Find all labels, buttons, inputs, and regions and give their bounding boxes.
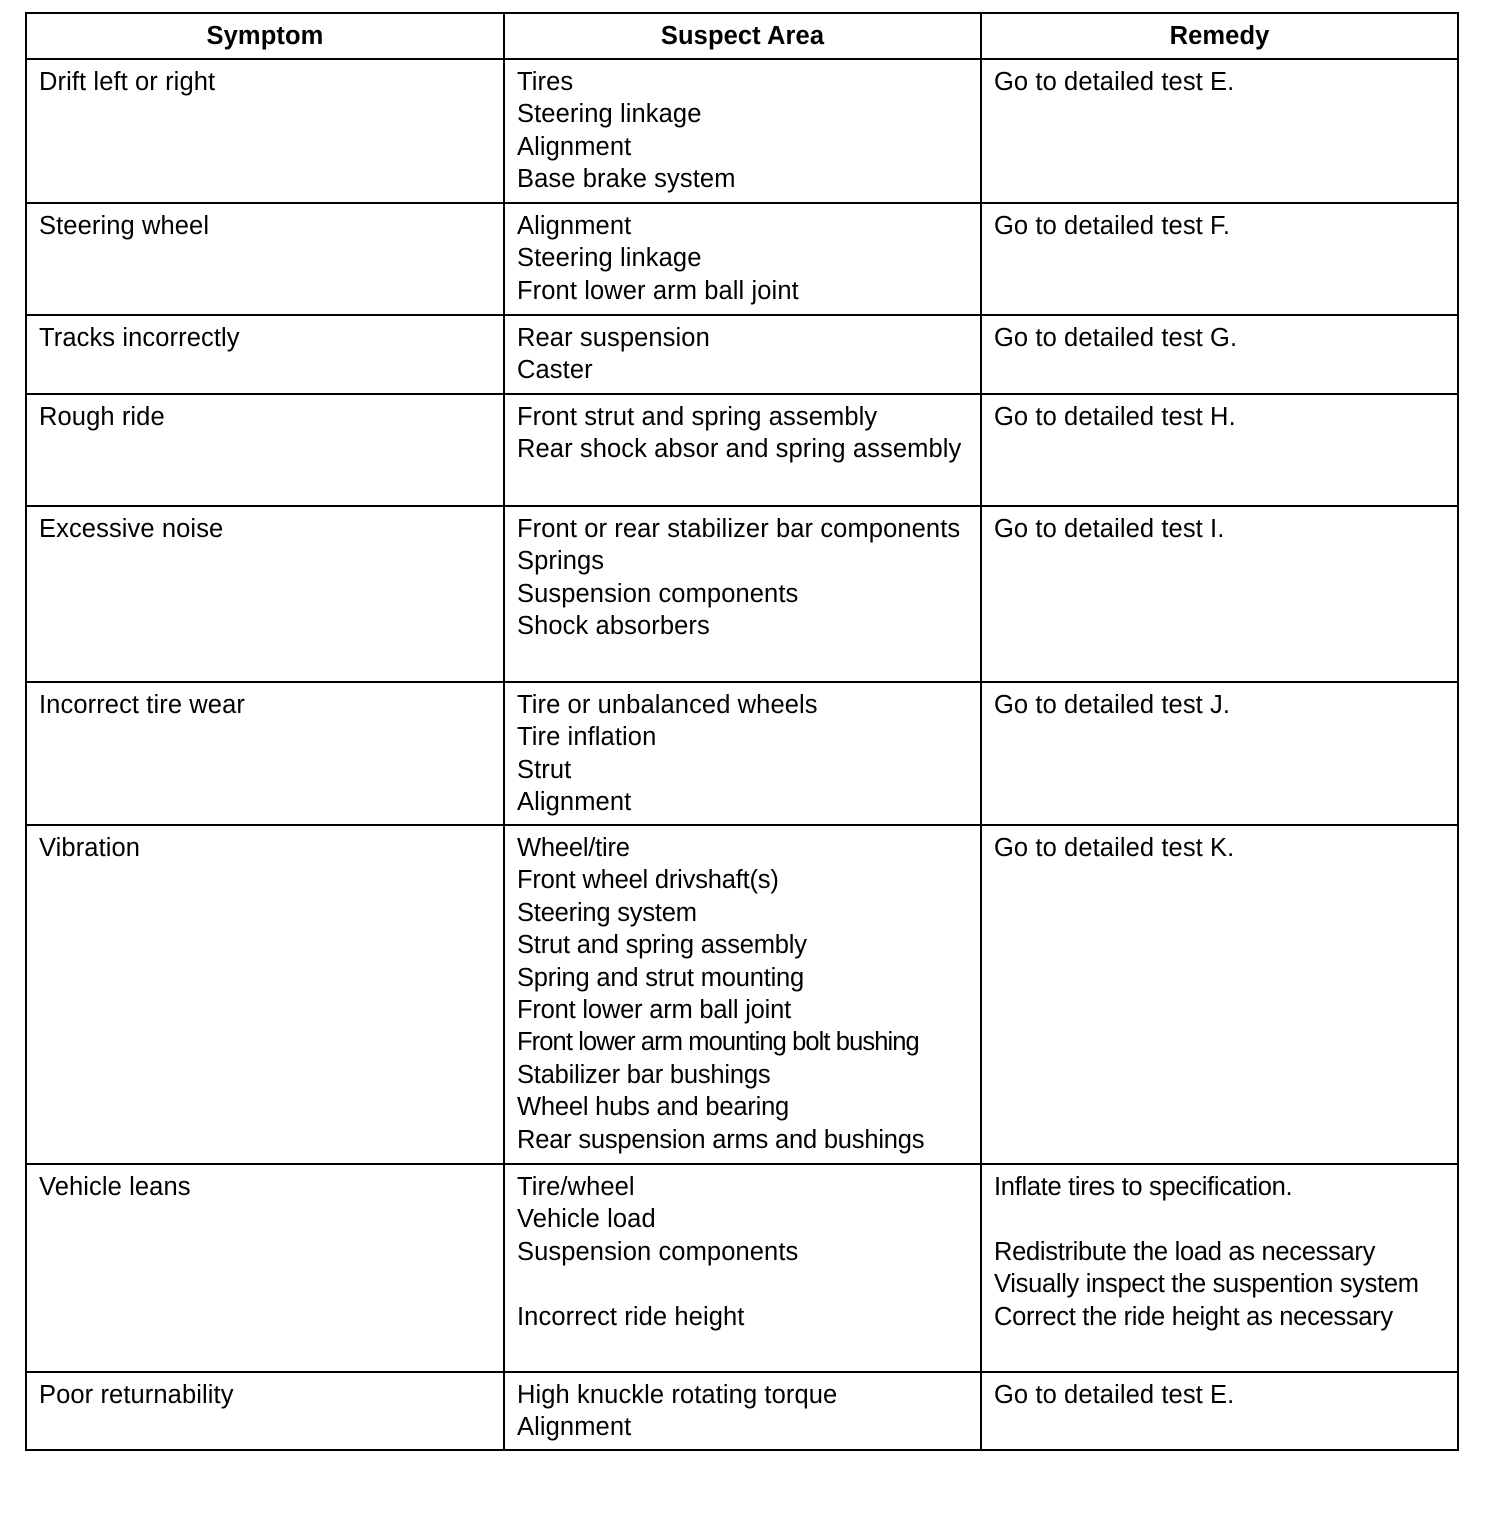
suspect-item: Steering linkage xyxy=(517,244,702,273)
table-row xyxy=(26,825,1458,1164)
suspect-item: Front wheel drivshaft(s) xyxy=(517,866,779,895)
suspect-item: Spring and strut mounting xyxy=(517,963,805,992)
remedy-cell xyxy=(981,1372,1458,1450)
remedy-text: Go to detailed test G. xyxy=(994,324,1238,352)
suspect-item: Front lower arm ball joint xyxy=(517,276,799,305)
remedy-text: Inflate tires to specification. xyxy=(994,1173,1293,1201)
table-row xyxy=(26,1164,1458,1372)
spacer xyxy=(517,1268,968,1300)
suspect-cell xyxy=(504,315,981,394)
suspect-item: Vehicle load xyxy=(517,1205,656,1234)
table-row xyxy=(26,59,1458,203)
symptom-cell xyxy=(26,1164,504,1372)
table-row xyxy=(26,394,1458,506)
remedy-cell xyxy=(981,682,1458,825)
suspect-item: Rear shock absor and spring assembly xyxy=(517,435,962,464)
remedy-cell xyxy=(981,506,1458,682)
suspect-item: Tires xyxy=(517,68,574,96)
suspect-cell xyxy=(504,394,981,506)
suspect-item: Front strut and spring assembly xyxy=(517,403,878,431)
remedy-text: Go to detailed test J. xyxy=(994,691,1231,719)
symptom-text: Poor returnability xyxy=(39,1381,234,1409)
header-symptom: Symptom xyxy=(26,13,504,59)
suspect-item: Base brake system xyxy=(517,165,736,194)
remedy-cell xyxy=(981,203,1458,315)
symptom-cell xyxy=(26,1372,504,1450)
suspect-item: Steering linkage xyxy=(517,100,702,129)
table-row xyxy=(26,315,1458,394)
suspect-item: Wheel/tire xyxy=(517,834,630,862)
table-row xyxy=(26,506,1458,682)
spacer xyxy=(994,1203,1445,1235)
remedy-cell xyxy=(981,59,1458,203)
remedy-text: Visually inspect the suspention system xyxy=(994,1270,1419,1299)
symptom-text: Vibration xyxy=(39,834,141,862)
suspect-item: Alignment xyxy=(517,132,632,161)
remedy-cell xyxy=(981,394,1458,506)
suspect-cell xyxy=(504,59,981,203)
remedy-cell xyxy=(981,825,1458,1164)
suspect-item: Wheel hubs and bearing xyxy=(517,1093,790,1122)
symptom-cell xyxy=(26,682,504,825)
suspect-item: Stabilizer bar bushings xyxy=(517,1060,771,1089)
suspect-item: High knuckle rotating torque xyxy=(517,1381,838,1409)
suspect-cell xyxy=(504,682,981,825)
table-row xyxy=(26,203,1458,315)
symptom-text: Rough ride xyxy=(39,403,165,431)
suspect-item: Strut and spring assembly xyxy=(517,931,807,960)
header-suspect-area: Suspect Area xyxy=(504,13,981,59)
diagnosis-table xyxy=(25,12,1459,1451)
symptom-text: Excessive noise xyxy=(39,515,224,543)
suspect-item: Front or rear stabilizer bar components xyxy=(517,515,961,543)
suspect-cell xyxy=(504,1372,981,1450)
remedy-text: Go to detailed test E. xyxy=(994,68,1235,96)
suspect-item: Tire or unbalanced wheels xyxy=(517,691,818,719)
table-row xyxy=(26,682,1458,825)
remedy-text: Go to detailed test K. xyxy=(994,834,1235,862)
suspect-item: Alignment xyxy=(517,1413,632,1442)
suspect-item: Shock absorbers xyxy=(517,612,710,641)
suspect-item: Suspension components xyxy=(517,1237,799,1266)
suspect-cell xyxy=(504,1164,981,1372)
suspect-cell xyxy=(504,825,981,1164)
suspect-item: Tire inflation xyxy=(517,723,657,752)
suspect-item: Suspension components xyxy=(517,579,799,608)
suspect-item: Front lower arm ball joint xyxy=(517,996,791,1025)
symptom-cell xyxy=(26,59,504,203)
header-remedy: Remedy xyxy=(981,13,1458,59)
remedy-text: Go to detailed test E. xyxy=(994,1381,1235,1409)
remedy-text: Correct the ride height as necessary xyxy=(994,1302,1393,1331)
remedy-text: Go to detailed test H. xyxy=(994,403,1236,431)
symptom-cell xyxy=(26,203,504,315)
symptom-cell xyxy=(26,506,504,682)
remedy-text: Go to detailed test I. xyxy=(994,515,1225,543)
suspect-item: Caster xyxy=(517,356,593,385)
suspect-item: Front lower arm mounting bolt bushing xyxy=(517,1028,919,1057)
remedy-text: Redistribute the load as necessary xyxy=(994,1237,1376,1266)
suspect-cell xyxy=(504,203,981,315)
suspect-item: Rear suspension xyxy=(517,324,710,352)
symptom-text: Tracks incorrectly xyxy=(39,324,240,352)
symptom-cell xyxy=(26,825,504,1164)
remedy-cell xyxy=(981,315,1458,394)
header-row xyxy=(26,13,1458,59)
suspect-item: Tire/wheel xyxy=(517,1173,635,1201)
symptom-cell xyxy=(26,315,504,394)
suspect-item: Alignment xyxy=(517,788,632,817)
symptom-text: Drift left or right xyxy=(39,68,216,96)
remedy-cell xyxy=(981,1164,1458,1372)
suspect-item: Alignment xyxy=(517,212,632,240)
remedy-text: Go to detailed test F. xyxy=(994,212,1231,240)
suspect-item: Springs xyxy=(517,547,605,576)
suspect-item: Strut xyxy=(517,755,572,784)
suspect-item: Steering system xyxy=(517,898,697,927)
symptom-text: Incorrect tire wear xyxy=(39,691,245,719)
symptom-text: Steering wheel xyxy=(39,212,210,240)
symptom-cell xyxy=(26,394,504,506)
suspect-item: Incorrect ride height xyxy=(517,1302,745,1331)
suspect-cell xyxy=(504,506,981,682)
symptom-text: Vehicle leans xyxy=(39,1173,191,1201)
suspect-item: Rear suspension arms and bushings xyxy=(517,1125,925,1154)
table-row xyxy=(26,1372,1458,1450)
